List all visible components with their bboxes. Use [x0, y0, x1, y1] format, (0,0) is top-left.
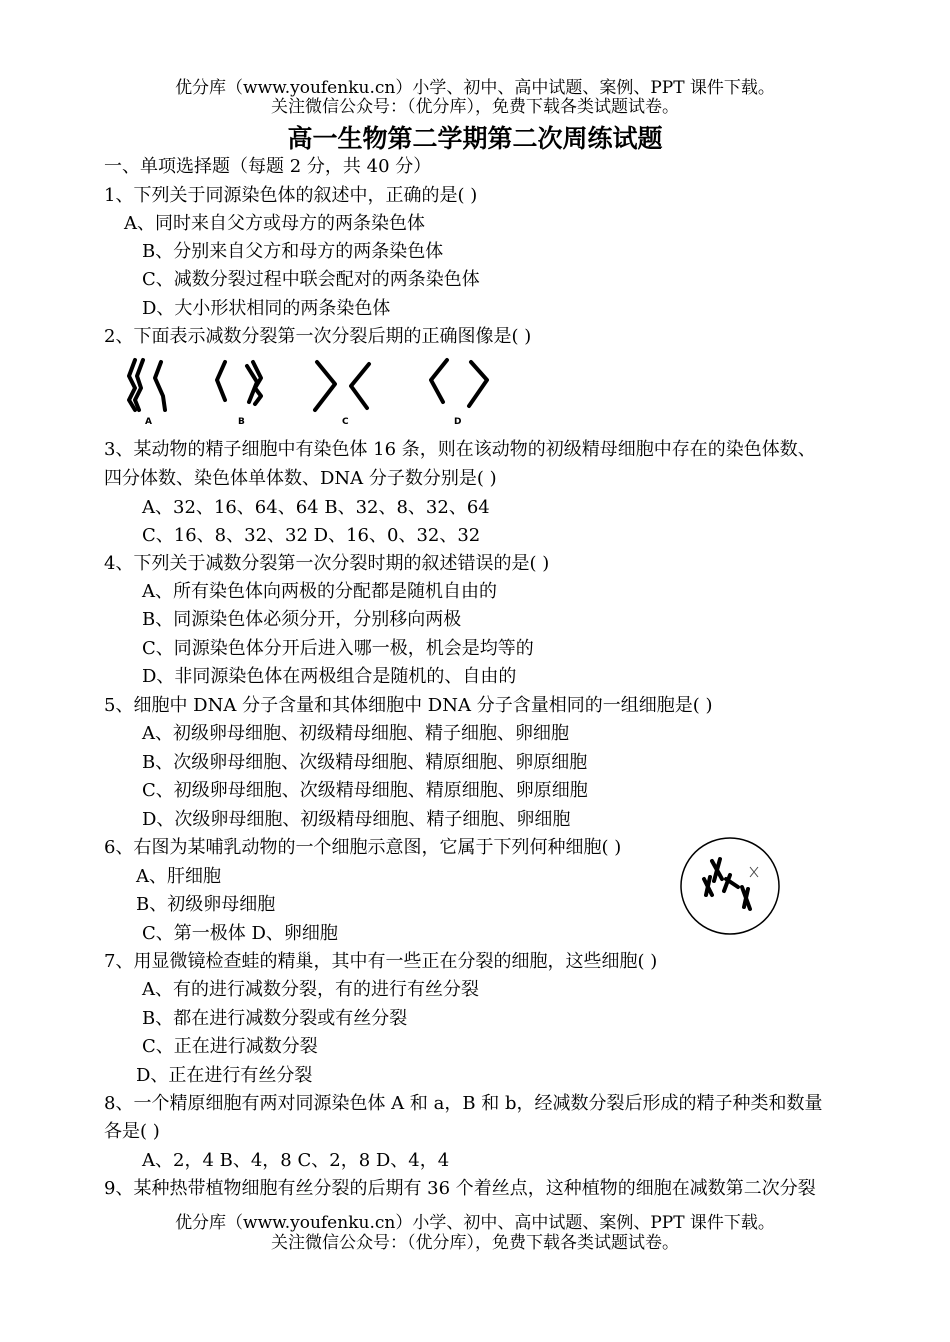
figure-b-label: B [238, 417, 245, 427]
q7-option-a: A、有的进行减数分裂，有的进行有丝分裂 [142, 979, 479, 1000]
q1-stem: 1、下列关于同源染色体的叙述中，正确的是( ) [104, 185, 478, 206]
page-title: 高一生物第二学期第二次周练试题 [287, 124, 663, 153]
figure-a-label: A [145, 417, 152, 427]
q8-stem-line-2: 各是( ) [104, 1121, 160, 1142]
q1-option-b: B、分别来自父方和母方的两条染色体 [142, 241, 444, 262]
q1-option-d: D、大小形状相同的两条染色体 [142, 298, 391, 319]
q4-option-d: D、非同源染色体在两极组合是随机的、自由的 [142, 666, 517, 687]
figure-d-label: D [454, 417, 462, 427]
q1-option-c: C、减数分裂过程中联会配对的两条染色体 [142, 269, 480, 290]
q6-stem: 6、右图为某哺乳动物的一个细胞示意图，它属于下列何种细胞( ) [104, 837, 622, 858]
header-line-1: 优分库（www.youfenku.cn）小学、初中、高中试题、案例、PPT 课件下载。 [175, 78, 775, 98]
cell-membrane [681, 838, 779, 934]
q4-option-c: C、同源染色体分开后进入哪一极，机会是均等的 [142, 638, 534, 659]
figure-c [315, 362, 369, 410]
q3-stem-line-2: 四分体数、染色体单体数、DNA 分子数分别是( ) [104, 468, 497, 489]
q1-option-a: A、同时来自父方或母方的两条染色体 [124, 213, 425, 234]
figure-d [431, 360, 487, 406]
cell-chromosomes [704, 859, 750, 909]
cell-diagram [676, 833, 786, 943]
footer-line-1: 优分库（www.youfenku.cn）小学、初中、高中试题、案例、PPT 课件下载。 [175, 1213, 775, 1233]
q5-option-a: A、初级卵母细胞、初级精母细胞、精子细胞、卵细胞 [142, 723, 569, 744]
q3-stem-line-1: 3、某动物的精子细胞中有染色体 16 条，则在该动物的初级精母细胞中存在的染色体数、 [104, 439, 816, 460]
q2-stem: 2、下面表示减数分裂第一次分裂后期的正确图像是( ) [104, 326, 532, 347]
q7-option-d: D、正在进行有丝分裂 [136, 1065, 313, 1086]
q4-stem: 4、下列关于减数分裂第一次分裂时期的叙述错误的是( ) [104, 553, 550, 574]
q6-option-b: B、初级卵母细胞 [136, 894, 276, 915]
header-line-2: 关注微信公众号：（优分库），免费下载各类试题试卷。 [271, 97, 679, 117]
q5-option-d: D、次级卵母细胞、初级精母细胞、精子细胞、卵细胞 [142, 809, 571, 830]
q6-option-a: A、肝细胞 [136, 866, 221, 887]
q7-stem: 7、用显微镜检查蛙的精巢，其中有一些正在分裂的细胞，这些细胞( ) [104, 951, 658, 972]
figure-b [217, 362, 261, 404]
q5-stem: 5、细胞中 DNA 分子含量和其体细胞中 DNA 分子含量相同的一组细胞是( ) [104, 695, 713, 716]
q9-stem: 9、某种热带植物细胞有丝分裂的后期有 36 个着丝点，这种植物的细胞在减数第二次分裂 [104, 1178, 816, 1199]
section-heading: 一、单项选择题（每题 2 分，共 40 分） [104, 156, 432, 177]
q4-option-b: B、同源染色体必须分开，分别移向两极 [142, 609, 462, 630]
cell-small-chromosome [750, 867, 758, 877]
footer-line-2: 关注微信公众号：（优分库），免费下载各类试题试卷。 [271, 1233, 679, 1253]
figure-a [129, 360, 165, 410]
q3-options-ab: A、32、16、64、64 B、32、8、32、64 [142, 497, 490, 518]
q7-option-c: C、正在进行减数分裂 [142, 1036, 318, 1057]
q8-stem-line-1: 8、一个精原细胞有两对同源染色体 A 和 a，B 和 b，经减数分裂后形成的精子种类和数量 [104, 1093, 823, 1114]
q3-options-cd: C、16、8、32、32 D、16、0、32、32 [142, 525, 481, 546]
q4-option-a: A、所有染色体向两极的分配都是随机自由的 [142, 581, 497, 602]
figure-c-label: C [342, 417, 349, 427]
q8-options: A、2，4 B、4，8 C、2，8 D、4，4 [142, 1150, 450, 1171]
q5-option-c: C、初级卵母细胞、次级精母细胞、精原细胞、卵原细胞 [142, 780, 588, 801]
q6-options-cd: C、第一极体 D、卵细胞 [142, 923, 338, 944]
chromosome-figure [115, 352, 515, 432]
q5-option-b: B、次级卵母细胞、次级精母细胞、精原细胞、卵原细胞 [142, 752, 588, 773]
q7-option-b: B、都在进行减数分裂或有丝分裂 [142, 1008, 408, 1029]
